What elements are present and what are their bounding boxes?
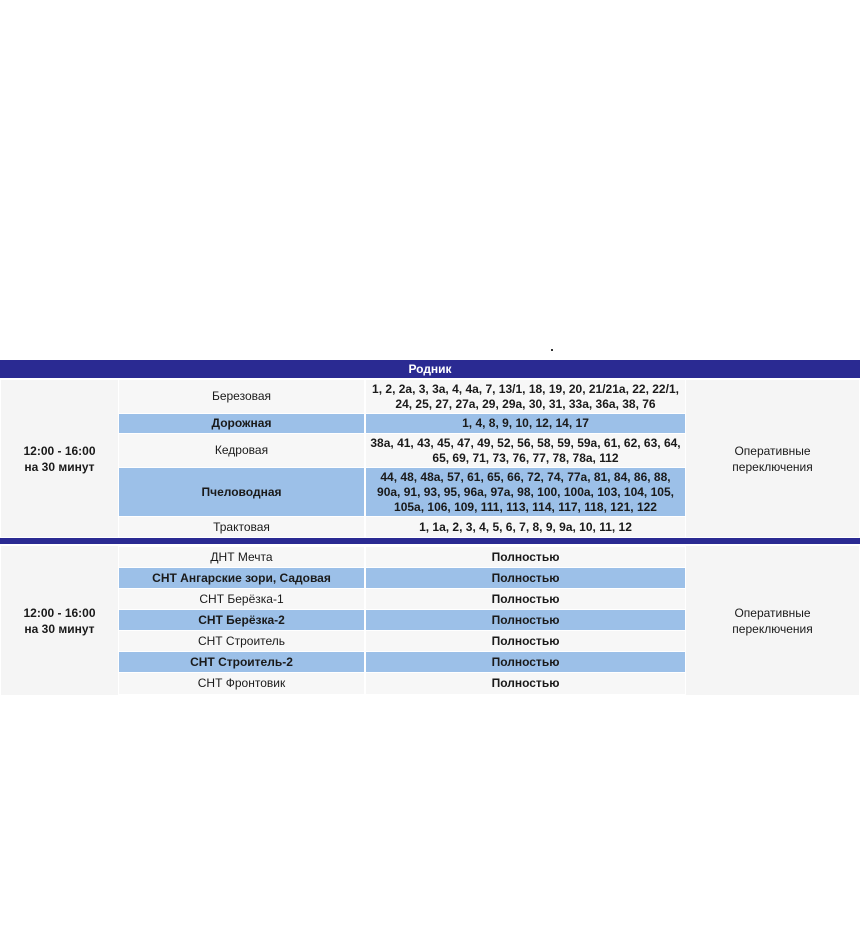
street-name: СНТ Берёзка-1 (119, 589, 364, 609)
section-header-rodnik: Родник (0, 360, 860, 378)
table-row (119, 547, 685, 567)
table-row (119, 434, 685, 467)
table-row (119, 673, 685, 694)
table-row (119, 610, 685, 630)
street-name: ДНТ Мечта (119, 547, 364, 567)
outage-time-cell (1, 380, 118, 537)
house-numbers: 38а, 41, 43, 45, 47, 49, 52, 56, 58, 59, 59а, 61, 62, 63, 64, 65, 69, 71, 73, 76, 77, 78, 78а, 112 (366, 434, 685, 467)
outage-time-text: 12:00 - 16:00 на 30 минут (23, 605, 96, 636)
street-name: СНТ Берёзка-2 (119, 610, 364, 630)
house-numbers: 1, 1а, 2, 3, 4, 5, 6, 7, 8, 9, 9а, 10, 11, 12 (366, 517, 685, 537)
house-numbers: Полностью (366, 610, 685, 630)
house-numbers: 1, 4, 8, 9, 10, 12, 14, 17 (366, 414, 685, 433)
table-row (119, 380, 685, 413)
outage-reason-cell (686, 546, 859, 695)
table-row (119, 414, 685, 433)
street-name: Пчеловодная (119, 468, 364, 516)
table-row (119, 468, 685, 516)
street-name: Кедровая (119, 434, 364, 467)
table-row (119, 568, 685, 588)
street-name: СНТ Строитель-2 (119, 652, 364, 672)
table-row (119, 589, 685, 609)
outage-reason-cell (686, 380, 859, 537)
outage-time-text: 12:00 - 16:00 на 30 минут (23, 443, 96, 474)
table-row (119, 652, 685, 672)
street-name: СНТ Строитель (119, 631, 364, 651)
table-row (119, 517, 685, 537)
street-name: Трактовая (119, 517, 364, 537)
street-name: СНТ Фронтовик (119, 673, 364, 694)
outage-reason-text: Оперативные переключения (732, 443, 813, 474)
section-divider (0, 538, 860, 544)
house-numbers: Полностью (366, 673, 685, 694)
outage-reason-text: Оперативные переключения (732, 605, 813, 636)
house-numbers: Полностью (366, 589, 685, 609)
house-numbers: Полностью (366, 652, 685, 672)
house-numbers: Полностью (366, 631, 685, 651)
house-numbers: Полностью (366, 547, 685, 567)
street-name: СНТ Ангарские зори, Садовая (119, 568, 364, 588)
house-numbers: Полностью (366, 568, 685, 588)
stray-dot (551, 349, 553, 351)
street-name: Дорожная (119, 414, 364, 433)
house-numbers: 44, 48, 48а, 57, 61, 65, 66, 72, 74, 77а, 81, 84, 86, 88, 90а, 91, 93, 95, 96а, 97а, 98, 100, 100а, 103, 104, 105, 105а, 106, 109, 111, 113, 114, 117, 118, 121, 122 (366, 468, 685, 516)
outage-time-cell (1, 546, 118, 695)
street-name: Березовая (119, 380, 364, 413)
table-row (119, 631, 685, 651)
house-numbers: 1, 2, 2а, 3, 3а, 4, 4а, 7, 13/1, 18, 19, 20, 21/21а, 22, 22/1, 24, 25, 27, 27а, 29, 29а, 30, 31, 33а, 36а, 38, 76 (366, 380, 685, 413)
